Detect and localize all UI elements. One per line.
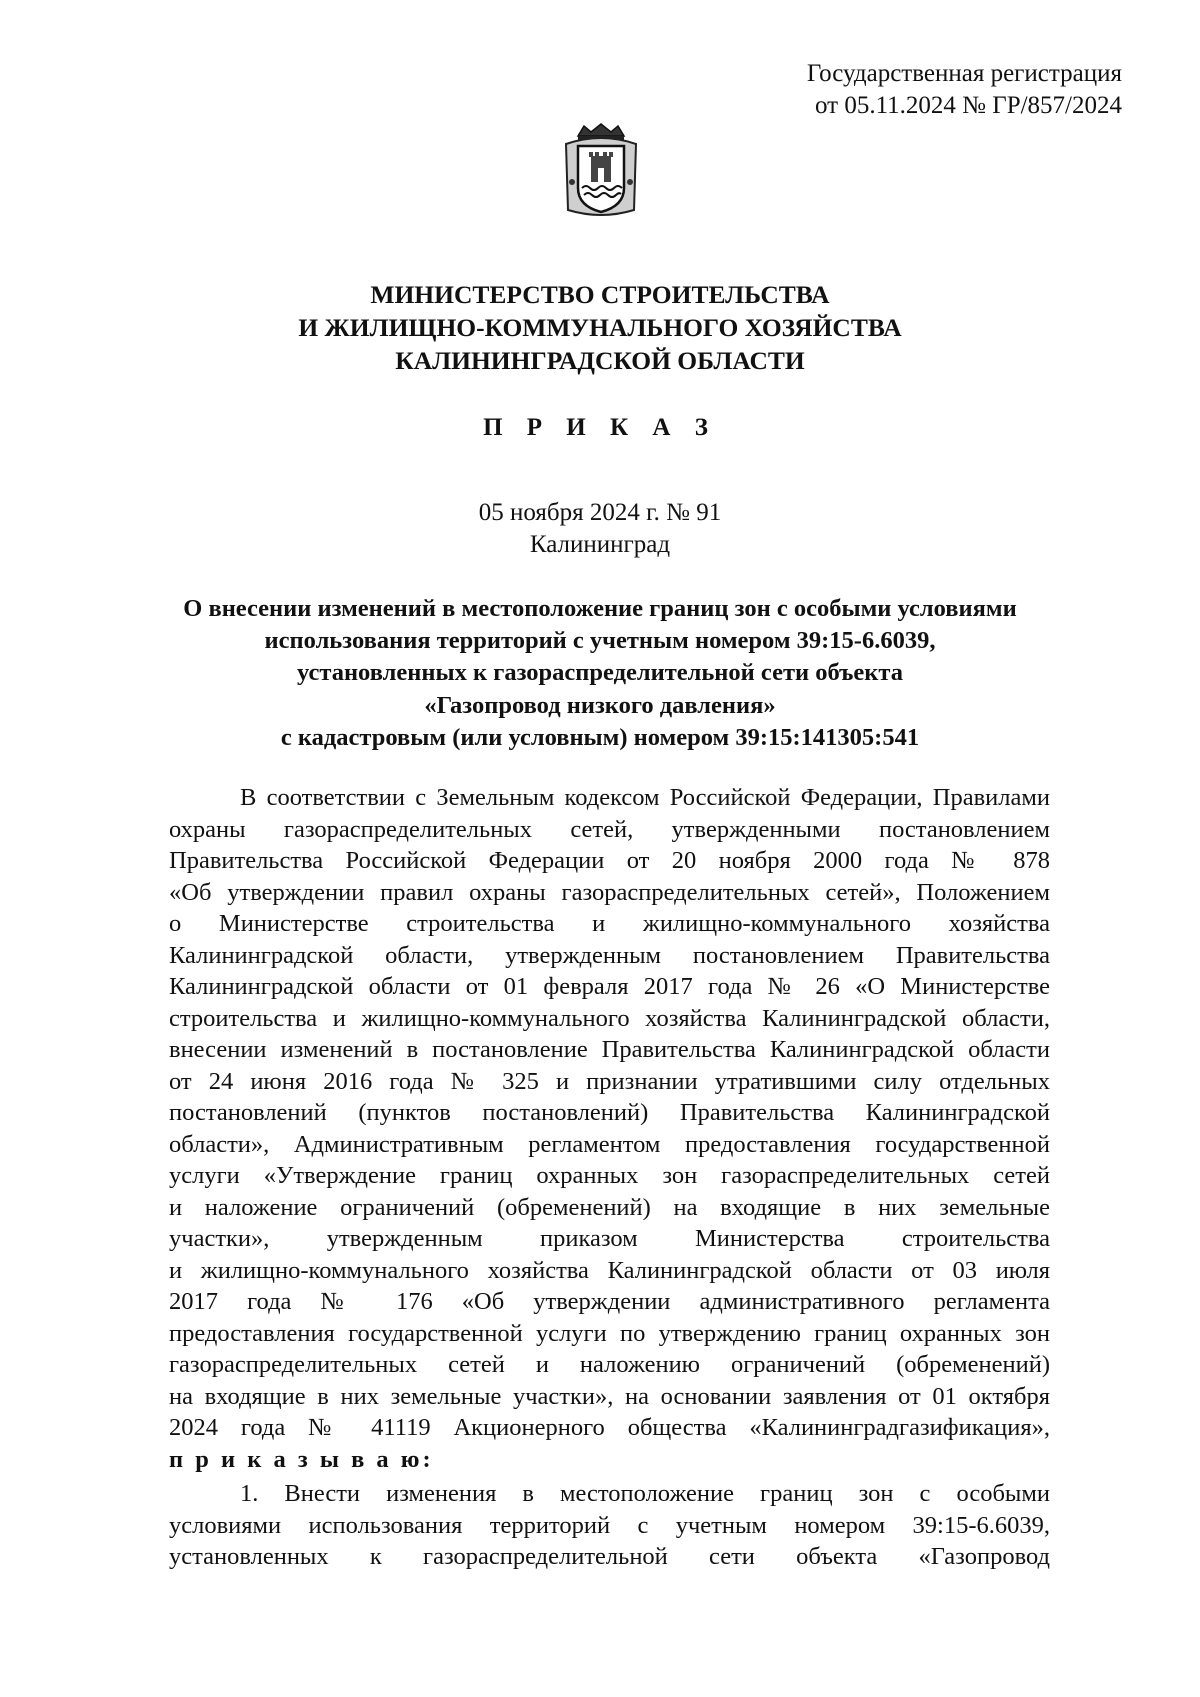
ministry-header: [0, 278, 1200, 377]
body-line: Калининградской области от 01 февраля 2017 года № 26 «О Министерстве: [169, 973, 1050, 1000]
kaliningrad-coat-of-arms-icon: [564, 122, 638, 220]
order-city: Калининград: [529, 531, 671, 558]
body-line: услуги «Утверждение границ охранных зон газораспределительных сетей: [169, 1162, 1050, 1189]
body-line: «Об утверждении правил охраны газораспределительных сетей», Положением: [169, 878, 1050, 906]
order-date-number: 05 ноября 2024 г. № 91: [478, 499, 722, 526]
body-line: 1. Внести изменения в местоположение границ зон с особыми: [240, 1480, 1050, 1507]
body-line: Калининградской области, утвержденным постановлением Правительства: [169, 941, 1050, 969]
body-line: участки», утвержденным приказом Министерства строительства: [169, 1225, 1050, 1252]
body-line: установленных к газораспределительной сети объекта «Газопровод: [169, 1543, 1050, 1570]
registration-line-1: Государственная регистрация: [806, 60, 1122, 87]
body-line: от 24 июня 2016 года № 325 и признании утратившими силу отдельных: [169, 1067, 1050, 1095]
body-line: охраны газораспределительных сетей, утвержденными постановлением: [169, 815, 1050, 843]
ministry-line-3: КАЛИНИНГРАДСКОЙ ОБЛАСТИ: [395, 346, 805, 375]
order-date-place: [0, 497, 1200, 561]
subject-line: с кадастровым (или условным) номером 39:15:141305:541: [280, 723, 920, 751]
state-registration-stamp: [702, 58, 1122, 122]
body-line: о Министерстве строительства и жилищно-коммунального хозяйства: [169, 910, 1050, 937]
order-title: П Р И К А З: [483, 414, 717, 441]
decree-word: п р и к а з ы в а ю:: [169, 1445, 434, 1473]
body-line: газораспределительных сетей и наложению ограничений (обременений): [169, 1351, 1050, 1378]
ministry-line-1: МИНИСТЕРСТВО СТРОИТЕЛЬСТВА: [370, 280, 830, 309]
body-line: В соответствии с Земельным кодексом Российской Федерации, Правилами: [240, 784, 1050, 811]
order-subject: [150, 593, 1050, 754]
subject-line: О внесении изменений в местоположение границ зон с особыми условиями: [183, 595, 1017, 622]
body-line: условиями использования территорий с учетным номером 39:15-6.6039,: [169, 1511, 1050, 1539]
subject-line: использования территорий с учетным номером 39:15-6.6039,: [264, 627, 936, 655]
item-1-paragraph: [169, 1478, 1050, 1573]
body-line: 2024 года № 41119 Акционерного общества «Калининградгазификация»,: [169, 1414, 1050, 1441]
preamble-paragraph: [169, 782, 1050, 1475]
body-line: строительства и жилищно-коммунального хозяйства Калининградской области,: [169, 1004, 1050, 1032]
body-line: и наложение ограничений (обременений) на входящие в них земельные: [169, 1193, 1050, 1221]
body-line: на входящие в них земельные участки», на основании заявления от 01 октября: [169, 1382, 1050, 1410]
body-line: и жилищно-коммунального хозяйства Калининградской области от 03 июля: [169, 1256, 1050, 1284]
body-line: области», Административным регламентом предоставления государственной: [169, 1130, 1050, 1158]
body-line: внесении изменений в постановление Правительства Калининградской области: [169, 1036, 1050, 1063]
body-line: Правительства Российской Федерации от 20 ноября 2000 года № 878: [169, 847, 1050, 874]
subject-line: установленных к газораспределительной сети объекта: [296, 659, 903, 687]
body-line: предоставления государственной услуги по утверждению границ охранных зон: [169, 1319, 1050, 1347]
ministry-line-2: И ЖИЛИЩНО-КОММУНАЛЬНОГО ХОЗЯЙСТВА: [298, 313, 902, 342]
body-line: 2017 года № 176 «Об утверждении административного регламента: [169, 1288, 1050, 1315]
body-line: постановлений (пунктов постановлений) Правительства Калининградской: [169, 1099, 1050, 1126]
registration-line-2: от 05.11.2024 № ГР/857/2024: [814, 92, 1122, 119]
subject-line: «Газопровод низкого давления»: [424, 691, 776, 719]
